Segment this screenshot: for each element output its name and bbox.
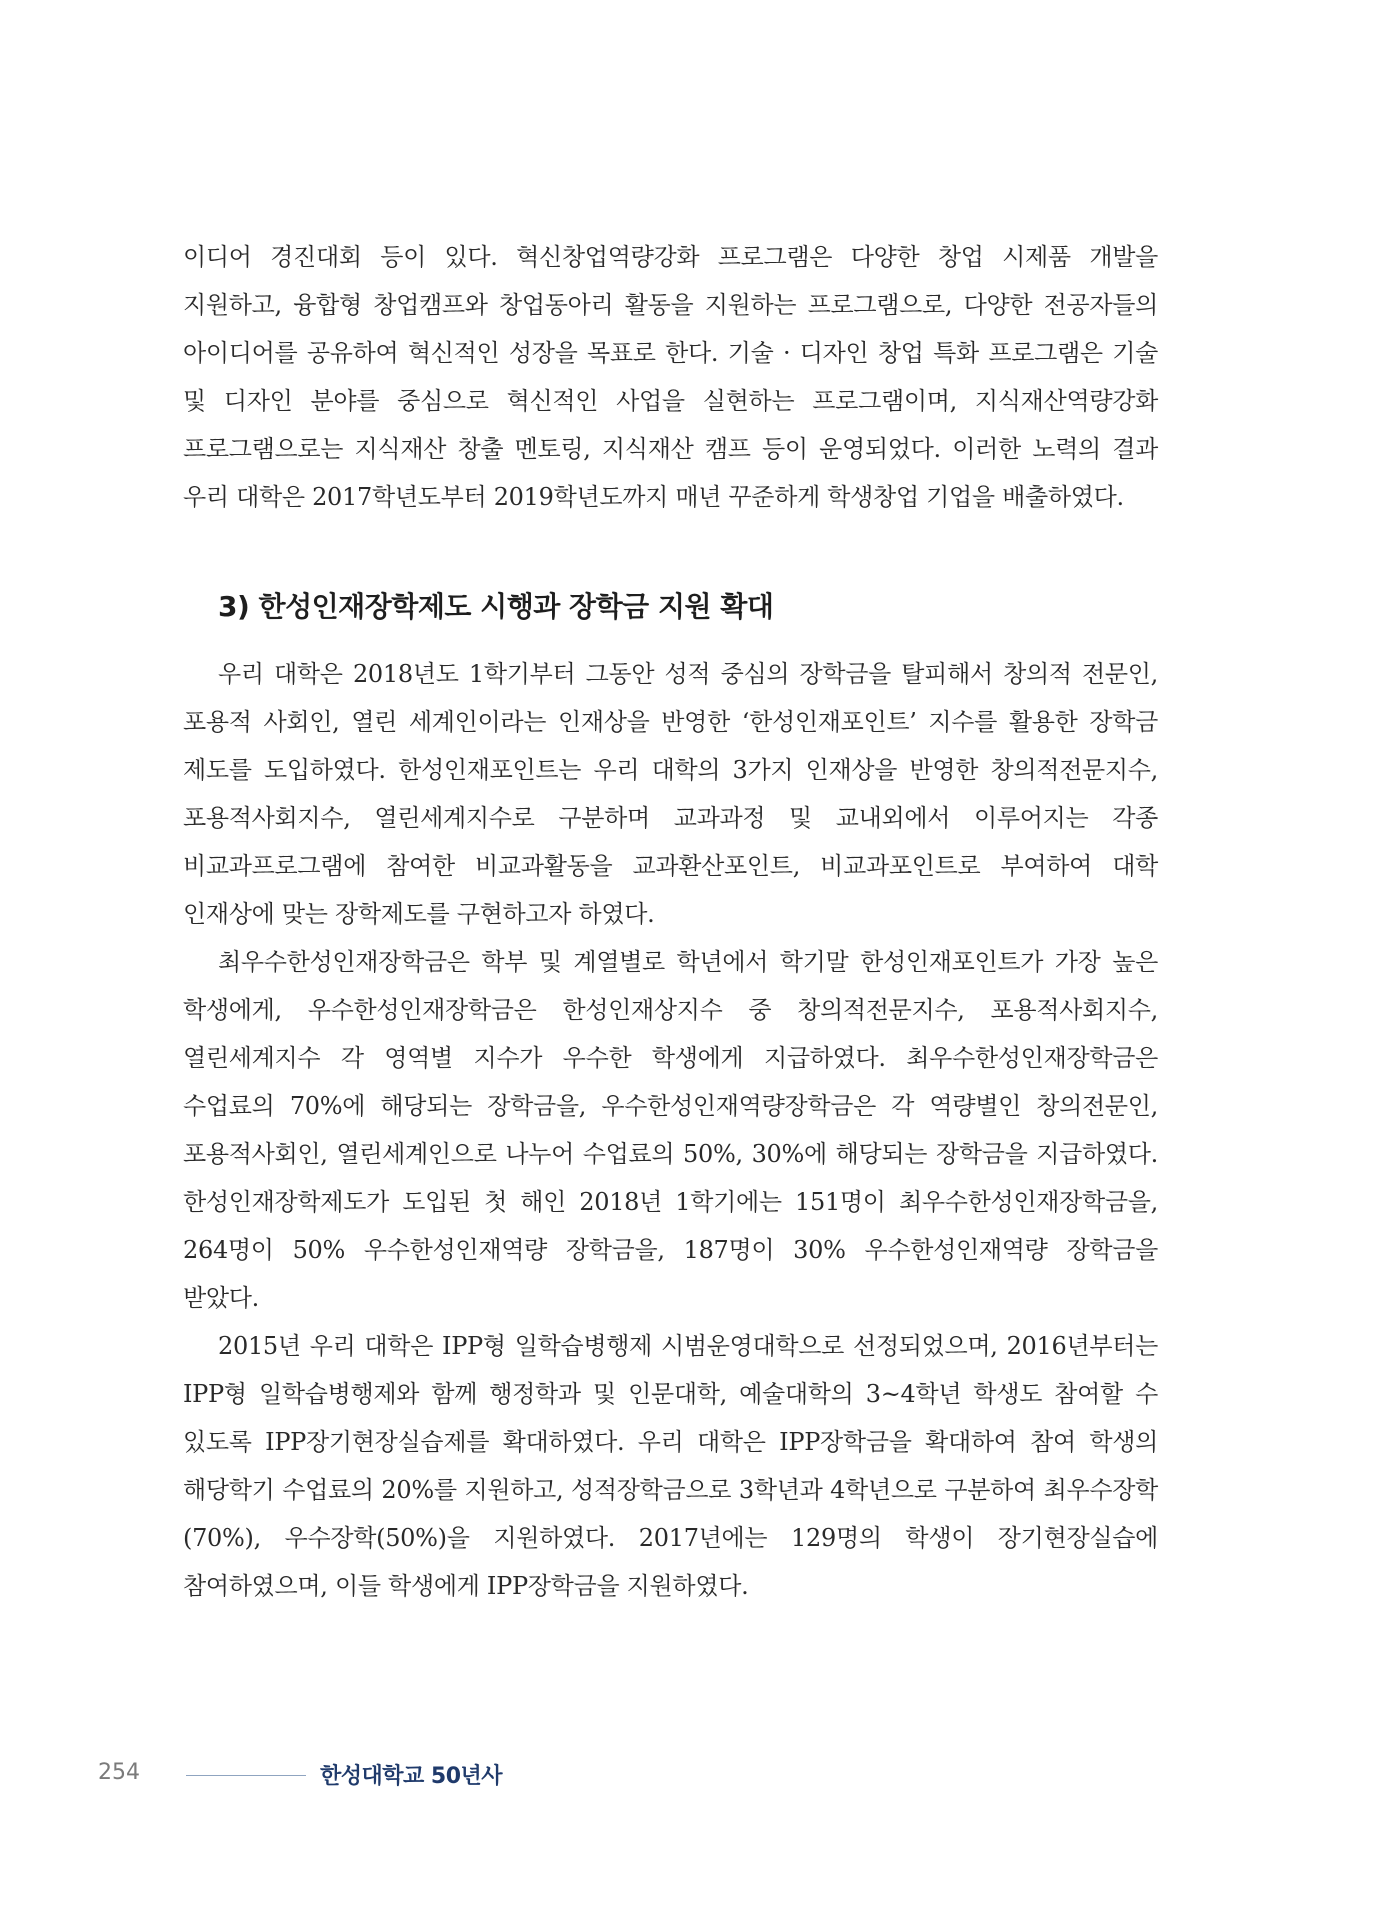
- page-footer: [98, 1758, 698, 1794]
- body-paragraph-2: 최우수한성인재장학금은 학부 및 계열별로 학년에서 학기말 한성인재포인트가 가장 높은 학생에게, 우수한성인재장학금은 한성인재상지수 중 창의적전문지수, 포용적사회지수, 열린세계지수 각 영역별 지수가 우수한 학생에게 지급하였다. 최우수한성인재장학금은 수업료의 70%에 해당되는 장학금을, 우수한성인재역량장학금은 각 역량별인 창의전문인, 포용적사회인, 열린세계인으로 나누어 수업료의 50%, 30%에 해당되는 장학금을 지급하였다. 한성인재장학제도가 도입된 첫 해인 2018년 1학기에는 151명이 최우수한성인재장학금을, 264명이 50% 우수한성인재역량 장학금을, 187명이 30% 우수한성인재역량 장학금을 받았다.: [183, 948, 1158, 1312]
- intro-text-block: [183, 233, 1158, 521]
- book-title: 한성대학교 50년사: [320, 1764, 503, 1789]
- footer-divider: [186, 1775, 306, 1776]
- section-heading: 3) 한성인재장학제도 시행과 장학금 지원 확대: [218, 590, 774, 623]
- page-number: 254: [98, 1760, 140, 1785]
- body-paragraph-1: 우리 대학은 2018년도 1학기부터 그동안 성적 중심의 장학금을 탈피해서 창의적 전문인, 포용적 사회인, 열린 세계인이라는 인재상을 반영한 ‘한성인재포인트’ 지수를 활용한 장학금 제도를 도입하였다. 한성인재포인트는 우리 대학의 3가지 인재상을 반영한 창의적전문지수, 포용적사회지수, 열린세계지수로 구분하며 교과과정 및 교내외에서 이루어지는 각종 비교과프로그램에 참여한 비교과활동을 교과환산포인트, 비교과포인트로 부여하여 대학 인재상에 맞는 장학제도를 구현하고자 하였다.: [183, 660, 1158, 928]
- body-paragraph-3: 2015년 우리 대학은 IPP형 일학습병행제 시범운영대학으로 선정되었으며, 2016년부터는 IPP형 일학습병행제와 함께 행정학과 및 인문대학, 예술대학의 3~4학년 학생도 참여할 수 있도록 IPP장기현장실습제를 확대하였다. 우리 대학은 IPP장학금을 확대하여 참여 학생의 해당학기 수업료의 20%를 지원하고, 성적장학금으로 3학년과 4학년으로 구분하여 최우수장학(70%), 우수장학(50%)을 지원하였다. 2017년에는 129명의 학생이 장기현장실습에 참여하였으며, 이들 학생에게 IPP장학금을 지원하였다.: [183, 1332, 1158, 1600]
- section-body: [183, 650, 1158, 1610]
- intro-paragraph: 이디어 경진대회 등이 있다. 혁신창업역량강화 프로그램은 다양한 창업 시제품 개발을 지원하고, 융합형 창업캠프와 창업동아리 활동을 지원하는 프로그램으로, 다양한 전공자들의 아이디어를 공유하여 혁신적인 성장을 목표로 한다. 기술 · 디자인 창업 특화 프로그램은 기술 및 디자인 분야를 중심으로 혁신적인 사업을 실현하는 프로그램이며, 지식재산역량강화 프로그램으로는 지식재산 창출 멘토링, 지식재산 캠프 등이 운영되었다. 이러한 노력의 결과 우리 대학은 2017학년도부터 2019학년도까지 매년 꾸준하게 학생창업 기업을 배출하였다.: [183, 243, 1158, 511]
